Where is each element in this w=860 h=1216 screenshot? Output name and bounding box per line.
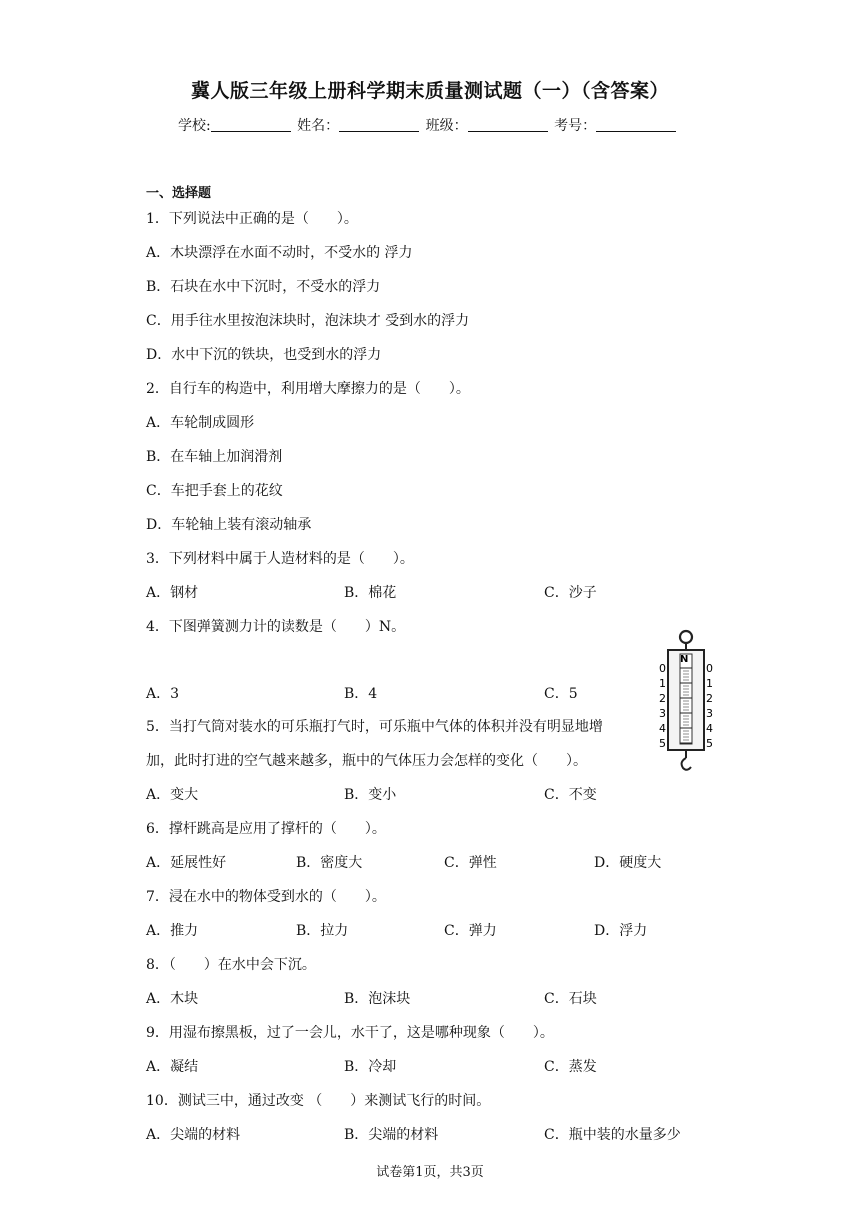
question-1-option-c: C．用手往水里按泡沫块时，泡沫块才 受到水的浮力 [146, 313, 470, 329]
scale-tick-label-left: 0 [659, 662, 666, 675]
question-10-option-c: C．瓶中装的水量多少 [544, 1127, 681, 1143]
scale-tick-label-right: 2 [706, 692, 713, 705]
question-5-option-b: B．变小 [344, 787, 397, 803]
question-1-option-a: A．木块漂浮在水面不动时，不受水的 浮力 [146, 245, 413, 261]
question-7-option-c: C．弹力 [444, 923, 497, 939]
student-info-line [178, 115, 678, 135]
question-4-stem: 4．下图弹簧测力计的读数是（ ）N。 [146, 619, 406, 635]
question-5-option-c: C．不变 [544, 787, 597, 803]
spring-scale-figure [656, 628, 726, 774]
question-4-option-a: A．3 [146, 686, 180, 702]
scale-tick-label-right: 0 [706, 662, 713, 675]
question-8-option-a: A．木块 [146, 991, 199, 1007]
question-2-option-c: C．车把手套上的花纹 [146, 483, 283, 499]
unit-label: N [680, 654, 689, 665]
question-2-option-d: D．车轮轴上装有滚动轴承 [146, 517, 312, 533]
scale-tick-label-right: 4 [706, 722, 713, 735]
school-blank[interactable] [211, 117, 291, 132]
question-3-option-c: C．沙子 [544, 585, 597, 601]
class-label: 班级： [425, 118, 468, 134]
question-5-option-a: A．变大 [146, 787, 199, 803]
question-9-option-a: A．凝结 [146, 1059, 199, 1075]
name-blank[interactable] [339, 117, 419, 132]
class-blank[interactable] [468, 117, 548, 132]
question-8-stem: 8．（ ）在水中会下沉。 [146, 957, 316, 973]
question-6-option-d: D．硬度大 [594, 855, 662, 871]
question-2-option-a: A．车轮制成圆形 [146, 415, 255, 431]
question-7-option-d: D．浮力 [594, 923, 648, 939]
school-label: 学校: [178, 118, 211, 134]
scale-tick-label-right: 3 [706, 707, 713, 720]
question-4-option-b: B．4 [344, 686, 378, 702]
scale-tick-label-left: 4 [659, 722, 666, 735]
question-3-stem: 3．下列材料中属于人造材料的是（ ）。 [146, 551, 414, 567]
scale-tick-label-left: 3 [659, 707, 666, 720]
name-label: 姓名： [297, 118, 340, 134]
scale-tick-label-left: 1 [659, 677, 666, 690]
question-8-option-b: B．泡沫块 [344, 991, 411, 1007]
question-6-option-a: A．延展性好 [146, 855, 227, 871]
question-6-option-c: C．弹性 [444, 855, 497, 871]
question-10-stem: 10．测试三中，通过改变 （ ）来测试飞行的时间。 [146, 1093, 491, 1109]
question-7-option-a: A．推力 [146, 923, 199, 939]
question-6-stem: 6．撑杆跳高是应用了撑杆的（ ）。 [146, 821, 386, 837]
scale-tick-label-left: 5 [659, 737, 666, 750]
question-9-option-c: C．蒸发 [544, 1059, 597, 1075]
question-3-option-b: B．棉花 [344, 585, 397, 601]
page-title: 冀人版三年级上册科学期末质量测试题（一）（含答案） [190, 80, 669, 102]
section-heading: 一、选择题 [146, 186, 212, 201]
page-footer: 试卷第1页，共3页 [376, 1165, 484, 1180]
question-10-option-a: A．尖端的材料 [146, 1127, 241, 1143]
question-1-option-b: B．石块在水中下沉时，不受水的浮力 [146, 279, 381, 295]
question-6-option-b: B．密度大 [296, 855, 363, 871]
question-3-option-a: A．钢材 [146, 585, 199, 601]
scale-tick-label-right: 5 [706, 737, 713, 750]
question-5-stem-line-1: 5．当打气筒对装水的可乐瓶打气时，可乐瓶中气体的体积并没有明显地增 [146, 719, 603, 735]
scale-tick-label-left: 2 [659, 692, 666, 705]
question-7-stem: 7．浸在水中的物体受到水的（ ）。 [146, 889, 386, 905]
scale-tick-label-right: 1 [706, 677, 713, 690]
question-5-stem-line-2: 加，此时打进的空气越来越多，瓶中的气体压力会怎样的变化（ ）。 [146, 753, 587, 769]
question-2-stem: 2．自行车的构造中，利用增大摩擦力的是（ ）。 [146, 381, 470, 397]
exam-no-label: 考号： [554, 118, 597, 134]
question-2-option-b: B．在车轴上加润滑剂 [146, 449, 283, 465]
question-9-option-b: B．冷却 [344, 1059, 397, 1075]
exam-no-blank[interactable] [596, 117, 676, 132]
question-4-option-c: C．5 [544, 686, 578, 702]
question-10-option-b: B．尖端的材料 [344, 1127, 439, 1143]
question-8-option-c: C．石块 [544, 991, 597, 1007]
question-7-option-b: B．拉力 [296, 923, 349, 939]
question-1-option-d: D．水中下沉的铁块，也受到水的浮力 [146, 347, 382, 363]
question-9-stem: 9．用湿布擦黑板，过了一会儿，水干了，这是哪种现象（ ）。 [146, 1025, 554, 1041]
question-1-stem: 1．下列说法中正确的是（ ）。 [146, 211, 358, 227]
